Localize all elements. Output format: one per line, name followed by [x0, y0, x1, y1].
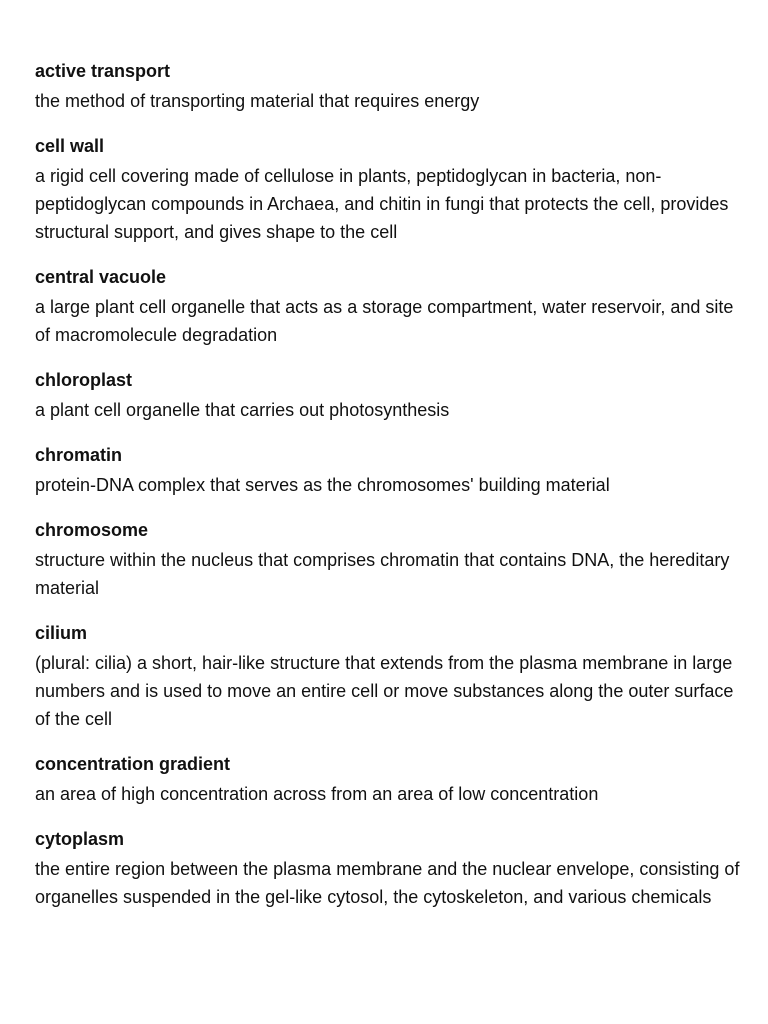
glossary-definition: structure within the nucleus that comprises chromatin that contains DNA, the hereditary material — [35, 550, 730, 598]
glossary-definition: (plural: cilia) a short, hair-like structure that extends from the plasma membrane in large numbers and is used to move an entire cell or move substances along the outer surface of the cell — [35, 653, 734, 729]
glossary-term: chromosome — [35, 520, 149, 540]
glossary-term: chloroplast — [35, 370, 133, 390]
glossary-term: cell wall — [35, 136, 105, 156]
glossary-entry-chromatin — [35, 443, 740, 499]
glossary-definition: a large plant cell organelle that acts as a storage compartment, water reservoir, and site of macromolecule degradation — [35, 297, 734, 345]
glossary-entry-central-vacuole — [35, 265, 740, 349]
glossary-term: central vacuole — [35, 267, 167, 287]
glossary-term: cilium — [35, 623, 88, 643]
glossary-entry-active-transport — [35, 59, 740, 115]
glossary-term: active transport — [35, 61, 171, 81]
glossary-term: concentration gradient — [35, 754, 231, 774]
glossary-definition: protein-DNA complex that serves as the chromosomes' building material — [35, 475, 610, 495]
glossary-definition: a rigid cell covering made of cellulose in plants, peptidoglycan in bacteria, non-peptidoglycan compounds in Archaea, and chitin in fungi that protects the cell, provides structural support, and gives shape to the cell — [35, 166, 729, 242]
glossary-entry-cell-wall — [35, 134, 740, 246]
glossary-definition: the entire region between the plasma membrane and the nuclear envelope, consisting of organelles suspended in the gel-like cytosol, the cytoskeleton, and various chemicals — [35, 859, 740, 907]
glossary-definition: the method of transporting material that requires energy — [35, 91, 480, 111]
glossary-term: cytoplasm — [35, 829, 125, 849]
glossary-entry-chromosome — [35, 518, 740, 602]
glossary-definition: a plant cell organelle that carries out photosynthesis — [35, 400, 450, 420]
glossary-entry-cilium — [35, 621, 740, 733]
glossary-entry-concentration-gradient — [35, 752, 740, 808]
glossary-entry-cytoplasm — [35, 827, 740, 911]
glossary-term: chromatin — [35, 445, 123, 465]
glossary-definition: an area of high concentration across from an area of low concentration — [35, 784, 599, 804]
glossary-entry-chloroplast — [35, 368, 740, 424]
